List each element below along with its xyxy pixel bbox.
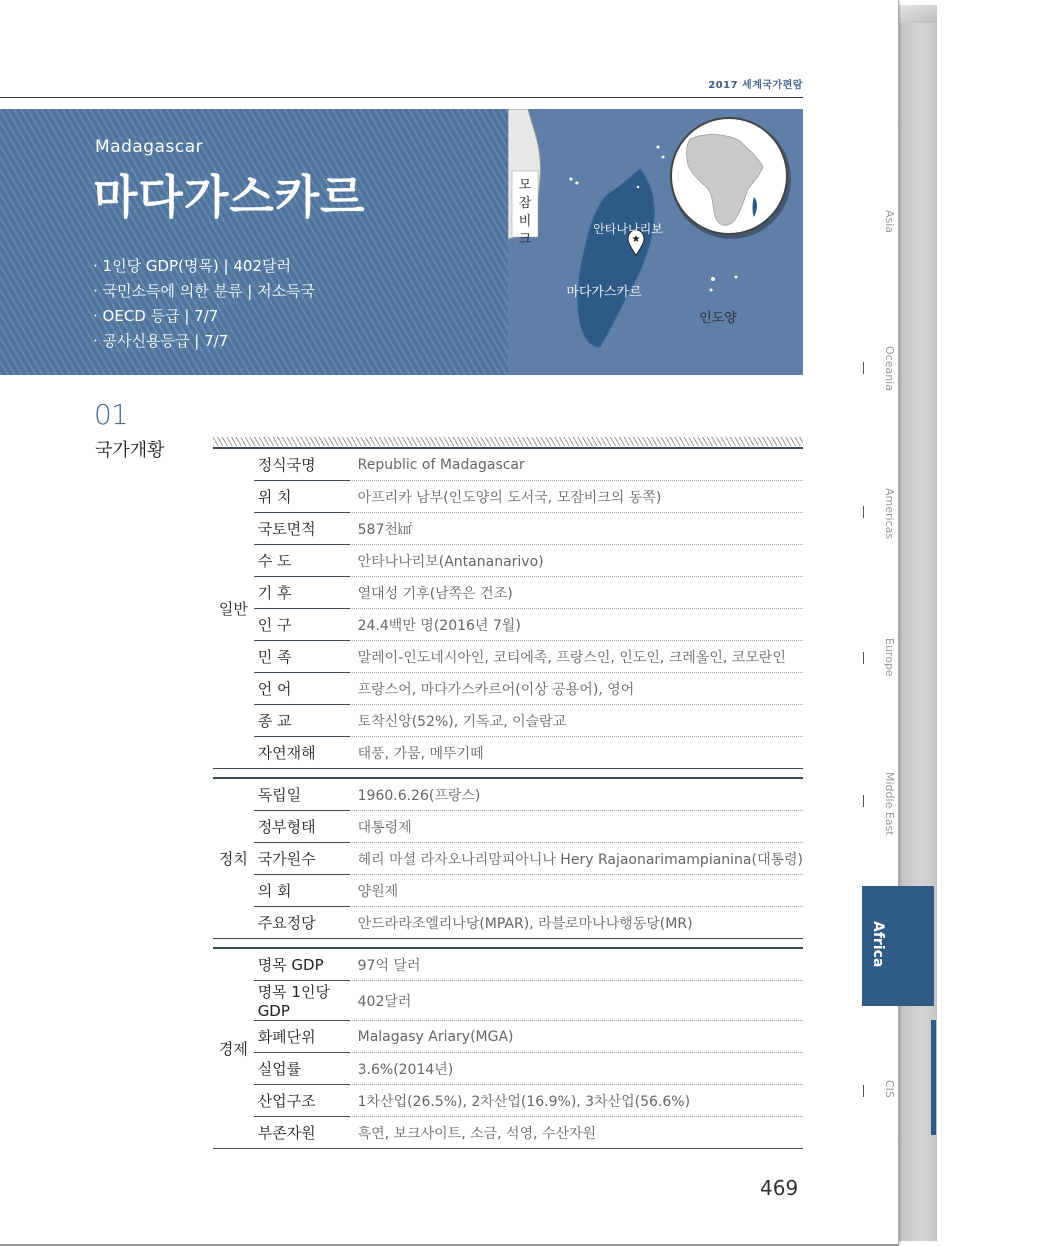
row-value: 97억 달러: [350, 948, 803, 981]
row-value: 토착신앙(52%), 기독교, 이슬람교: [350, 705, 803, 737]
table-row: [213, 778, 803, 811]
map-label-country: 마다가스카르: [566, 285, 642, 300]
table-row: [213, 641, 803, 673]
table-row: [213, 737, 803, 769]
row-value: 402달러: [350, 981, 803, 1021]
book-edge-strip: [931, 1020, 936, 1135]
row-value: 1차산업(26.5%), 2차산업(16.9%), 3차산업(56.6%): [350, 1085, 803, 1117]
side-tab-asia[interactable]: Asia: [883, 210, 896, 234]
table-row: [213, 609, 803, 641]
row-label: 의 회: [254, 875, 350, 907]
country-overview-table: [213, 447, 803, 1149]
row-label: 언 어: [254, 673, 350, 705]
row-label: 국토면적: [254, 513, 350, 545]
group-spacer: [213, 769, 803, 779]
svg-text:모: 모: [518, 178, 532, 193]
row-label: 명목 1인당 GDP: [254, 981, 350, 1021]
key-facts: [93, 254, 315, 354]
row-value: 3.6%(2014년): [350, 1053, 803, 1085]
row-value: 태풍, 가뭄, 메뚜기떼: [350, 737, 803, 769]
table-row: [213, 875, 803, 907]
table-row: [213, 673, 803, 705]
row-label: 국가원수: [254, 843, 350, 875]
group-label-politics: 정치: [213, 778, 254, 939]
map-label-capital: 안타나나리보: [593, 222, 663, 236]
row-value: 아프리카 남부(인도양의 도서국, 모잠비크의 동쪽): [350, 481, 803, 513]
section-title: 국가개황: [95, 440, 165, 461]
fact-credit: · 공사신용등급 | 7/7: [93, 332, 229, 350]
country-name-en: Madagascar: [95, 137, 204, 157]
row-value: 안드라라조엘리나당(MPAR), 라블로마나나행동당(MR): [350, 907, 803, 939]
svg-text:비: 비: [518, 214, 532, 229]
map-label-ocean: 인도양: [699, 311, 737, 326]
country-name-ko: 마다가스카르: [93, 170, 366, 224]
row-label: 주요정당: [254, 907, 350, 939]
row-label: 자연재해: [254, 737, 350, 769]
row-value: 열대성 기후(남쪽은 건조): [350, 577, 803, 609]
row-label: 기 후: [254, 577, 350, 609]
map-graphic: [508, 109, 803, 375]
svg-text:★: ★: [631, 234, 641, 245]
side-tab-oceania[interactable]: Oceania: [883, 346, 896, 391]
row-value: 대통령제: [350, 811, 803, 843]
location-map: [508, 109, 803, 375]
table-row: [213, 513, 803, 545]
row-value: 1960.6.26(프랑스): [350, 778, 803, 811]
group-label-general: 일반: [213, 448, 254, 769]
row-label: 독립일: [254, 778, 350, 811]
table-row: [213, 981, 803, 1021]
row-value: 587천㎢: [350, 513, 803, 545]
row-label: 수 도: [254, 545, 350, 577]
side-tab-africa[interactable]: [862, 886, 934, 1006]
row-label: 명목 GDP: [254, 948, 350, 981]
running-header: 2017 세계국가편람: [708, 80, 803, 91]
row-value: Malagasy Ariary(MGA): [350, 1021, 803, 1053]
group-label-economy: 경제: [213, 948, 254, 1149]
row-value: 헤리 마셜 라자오나리맘피아니나 Hery Rajaonarimampianina(대통령): [350, 843, 803, 875]
row-value: 안타나나리보(Antananarivo): [350, 545, 803, 577]
row-value: 24.4백만 명(2016년 7월): [350, 609, 803, 641]
table-row: [213, 705, 803, 737]
country-banner: [0, 109, 508, 375]
row-value: 프랑스어, 마다가스카르어(이상 공용어), 영어: [350, 673, 803, 705]
group-spacer: [213, 939, 803, 949]
fact-oecd: · OECD 등급 | 7/7: [93, 307, 219, 325]
table-row: [213, 907, 803, 939]
row-value: Republic of Madagascar: [350, 448, 803, 481]
table-row: [213, 948, 803, 981]
table-row: [213, 1053, 803, 1085]
table-header-bar: [213, 437, 803, 446]
row-label: 정식국명: [254, 448, 350, 481]
section-number: 01: [94, 398, 128, 431]
fact-gdp: · 1인당 GDP(명목) | 402달러: [93, 257, 291, 275]
table-row: [213, 1085, 803, 1117]
row-label: 부존자원: [254, 1117, 350, 1149]
svg-text:잠: 잠: [518, 196, 532, 211]
row-label: 인 구: [254, 609, 350, 641]
page-number: 469: [760, 1176, 799, 1200]
row-label: 산업구조: [254, 1085, 350, 1117]
table-row: [213, 811, 803, 843]
side-tab-americas[interactable]: Americas: [883, 488, 896, 540]
table-row: [213, 448, 803, 481]
side-tab-cis[interactable]: CIS: [883, 1080, 896, 1098]
row-label: 위 치: [254, 481, 350, 513]
row-label: 종 교: [254, 705, 350, 737]
table-row: [213, 843, 803, 875]
side-tab-middle-east[interactable]: Middle East: [883, 772, 896, 836]
table-row: [213, 1117, 803, 1149]
table-row: [213, 577, 803, 609]
table-row: [213, 481, 803, 513]
header-rule: [0, 97, 803, 98]
fact-income-class: · 국민소득에 의한 분류 | 저소득국: [93, 282, 316, 300]
table-row: [213, 545, 803, 577]
side-tab-africa-label: Africa: [870, 921, 886, 968]
row-label: 정부형태: [254, 811, 350, 843]
row-value: 흑연, 보크사이트, 소금, 석영, 수산자원: [350, 1117, 803, 1149]
row-label: 민 족: [254, 641, 350, 673]
row-value: 양원제: [350, 875, 803, 907]
svg-text:크: 크: [518, 232, 532, 247]
side-tab-europe[interactable]: Europe: [883, 638, 896, 677]
row-label: 화폐단위: [254, 1021, 350, 1053]
row-value: 말레이-인도네시아인, 코티에족, 프랑스인, 인도인, 크레올인, 코모란인: [350, 641, 803, 673]
row-label: 실업률: [254, 1053, 350, 1085]
table-row: [213, 1021, 803, 1053]
